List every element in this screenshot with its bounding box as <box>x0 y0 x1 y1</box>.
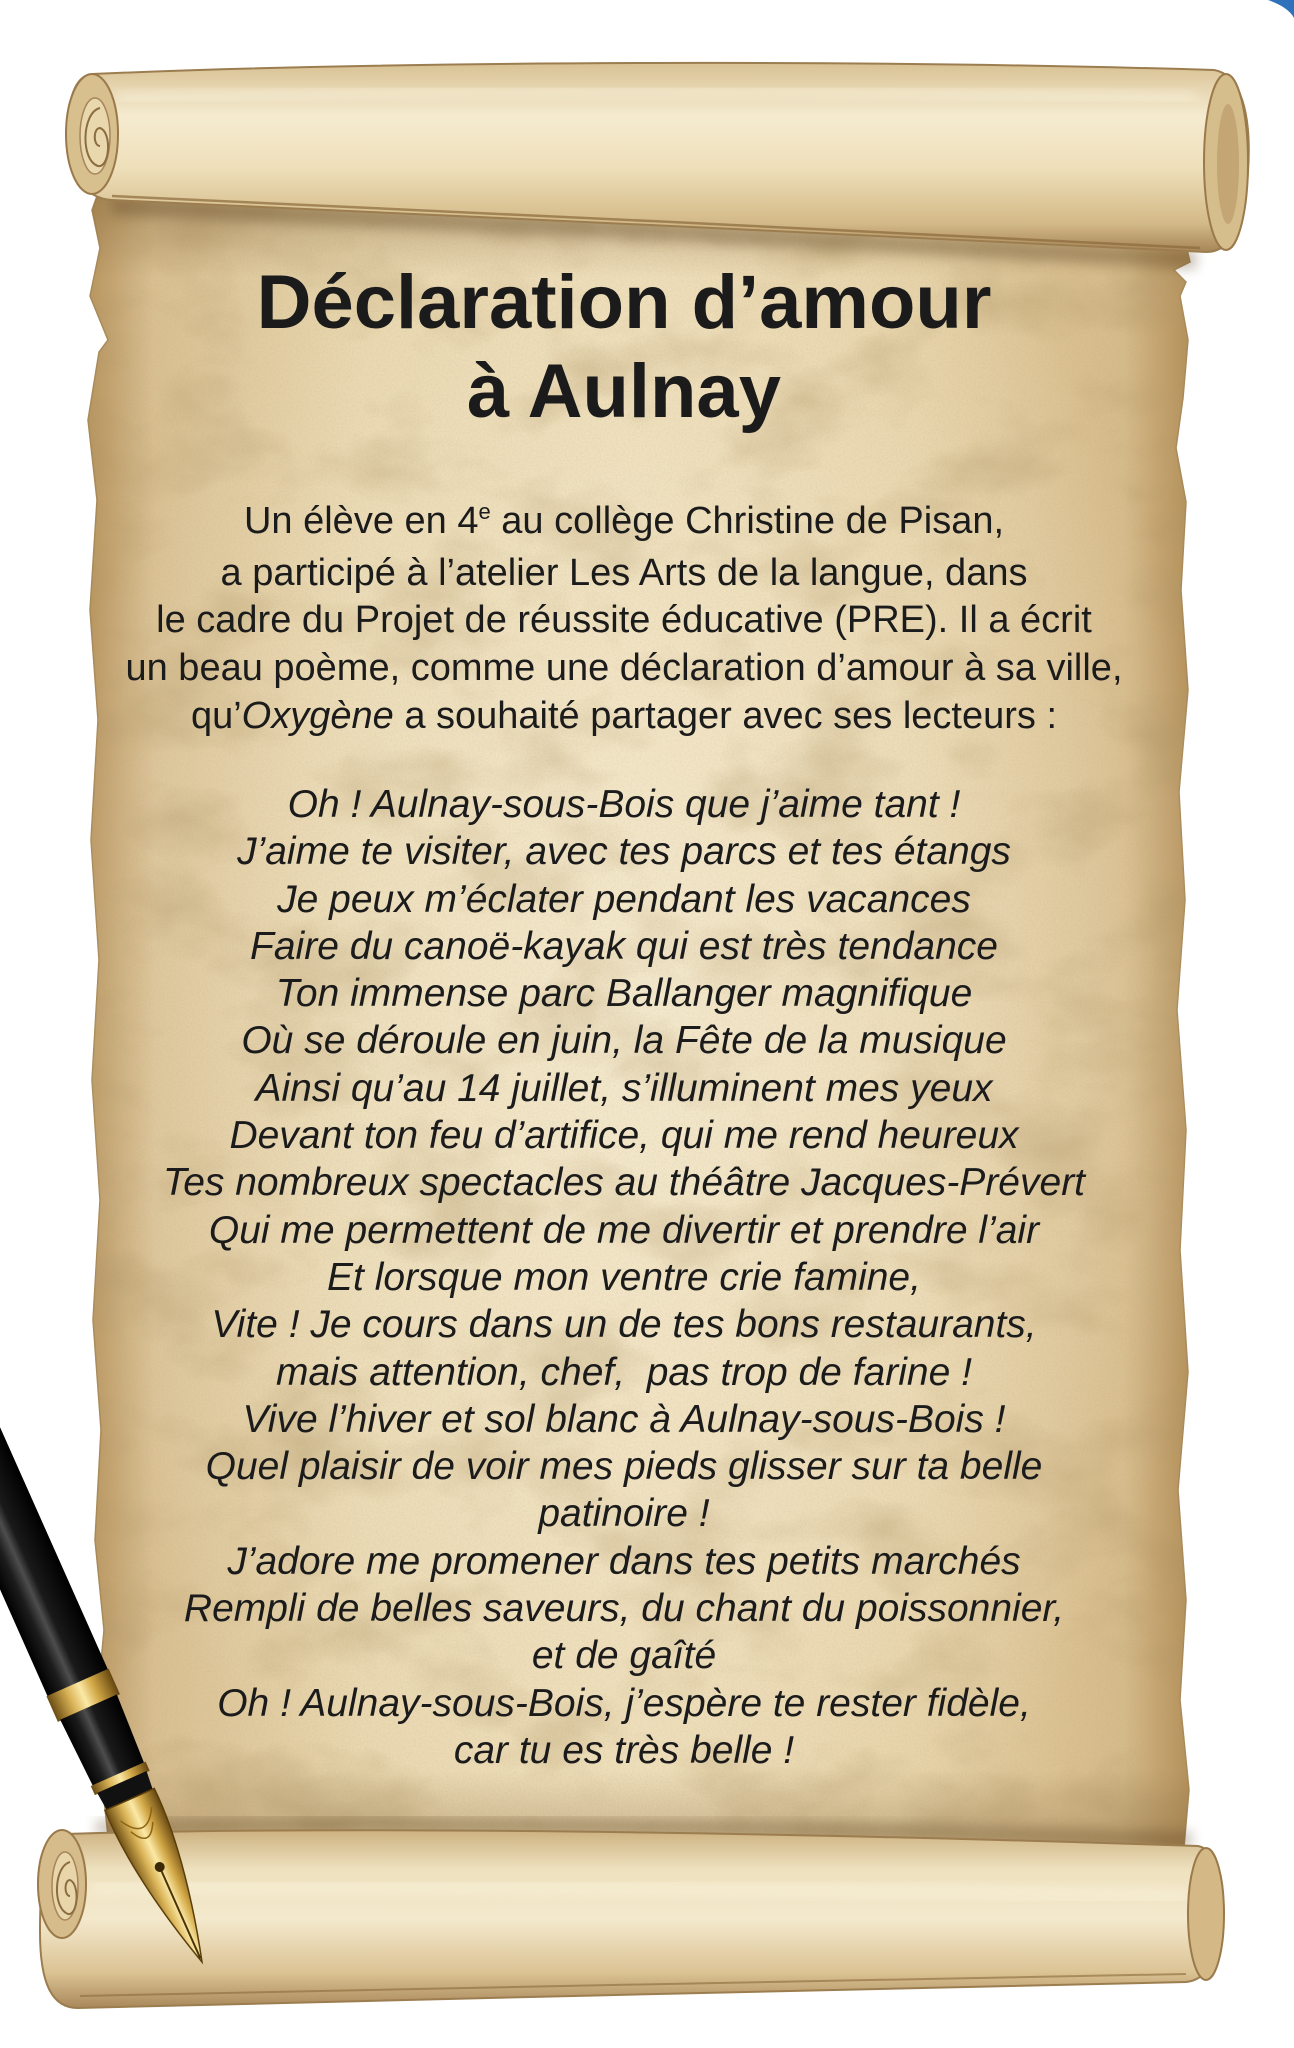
title-line-1: Déclaration d’amour <box>256 260 992 345</box>
poem-line: Vite ! Je cours dans un de tes bons restaurants, <box>211 1303 1037 1347</box>
intro-paragraph <box>74 498 1174 741</box>
bottom-scroll-roll <box>38 1830 1224 2008</box>
poem-line: patinoire ! <box>538 1492 710 1536</box>
poem-line: Oh ! Aulnay-sous-Bois que j’aime tant ! <box>287 783 961 826</box>
poem-verses <box>74 781 1174 1774</box>
intro-text: a souhaité partager avec ses lecteurs : <box>393 694 1058 737</box>
poem-line: Devant ton feu d’artifice, qui me rend heureux <box>229 1114 1019 1158</box>
poem-line: Vive l’hiver et sol blanc à Aulnay-sous-Bois ! <box>242 1397 1006 1441</box>
poem-line: et de gaîté <box>531 1634 717 1678</box>
intro-line: le cadre du Projet de réussite éducative (PRE). Il a écrit <box>156 599 1092 642</box>
intro-line: a participé à l’atelier Les Arts de la langue, dans <box>220 551 1028 594</box>
poem-line: Ainsi qu’au 14 juillet, s’illuminent mes yeux <box>255 1066 993 1110</box>
poem-line: Faire du canoë-kayak qui est très tendance <box>250 924 998 968</box>
intro-text: Un élève en 4 <box>243 500 479 542</box>
poem-line: J’adore me promener dans tes petits marchés <box>227 1539 1021 1583</box>
intro-line <box>74 693 1174 741</box>
poem-line: Ton immense parc Ballanger magnifique <box>275 972 973 1016</box>
poem-line: Oh ! Aulnay-sous-Bois, j’espère te rester fidèle, <box>217 1681 1031 1725</box>
poem-title <box>74 258 1174 436</box>
poem-line: Tes nombreux spectacles au théâtre Jacques-Prévert <box>162 1161 1086 1205</box>
poem-line: J’aime te visiter, avec tes parcs et tes étangs <box>237 830 1011 874</box>
magazine-name: Oxygène <box>241 694 394 737</box>
poem-line: car tu es très belle ! <box>453 1728 795 1772</box>
poem-line: Rempli de belles saveurs, du chant du poissonnier, <box>183 1587 1065 1631</box>
poem-line: Je peux m’éclater pendant les vacances <box>277 877 971 921</box>
poem-line: Où se déroule en juin, la Fête de la musique <box>241 1019 1007 1063</box>
corner-accent <box>1268 0 1294 18</box>
poem-line: Quel plaisir de voir mes pieds glisser sur ta belle <box>205 1445 1043 1489</box>
intro-line: un beau poème, comme une déclaration d’amour à sa ville, <box>125 647 1123 690</box>
intro-text: au collège Christine de Pisan, <box>490 500 1005 542</box>
intro-text: qu’ <box>190 694 242 737</box>
ordinal-superscript: e <box>478 499 491 525</box>
intro-line <box>74 498 1174 550</box>
poem-line: mais attention, chef, pas trop de farine ! <box>276 1350 972 1394</box>
title-line-2: à Aulnay <box>467 349 781 434</box>
poem-line: Et lorsque mon ventre crie famine, <box>327 1255 921 1299</box>
poem-line: Qui me permettent de me divertir et prendre l’air <box>208 1208 1040 1252</box>
